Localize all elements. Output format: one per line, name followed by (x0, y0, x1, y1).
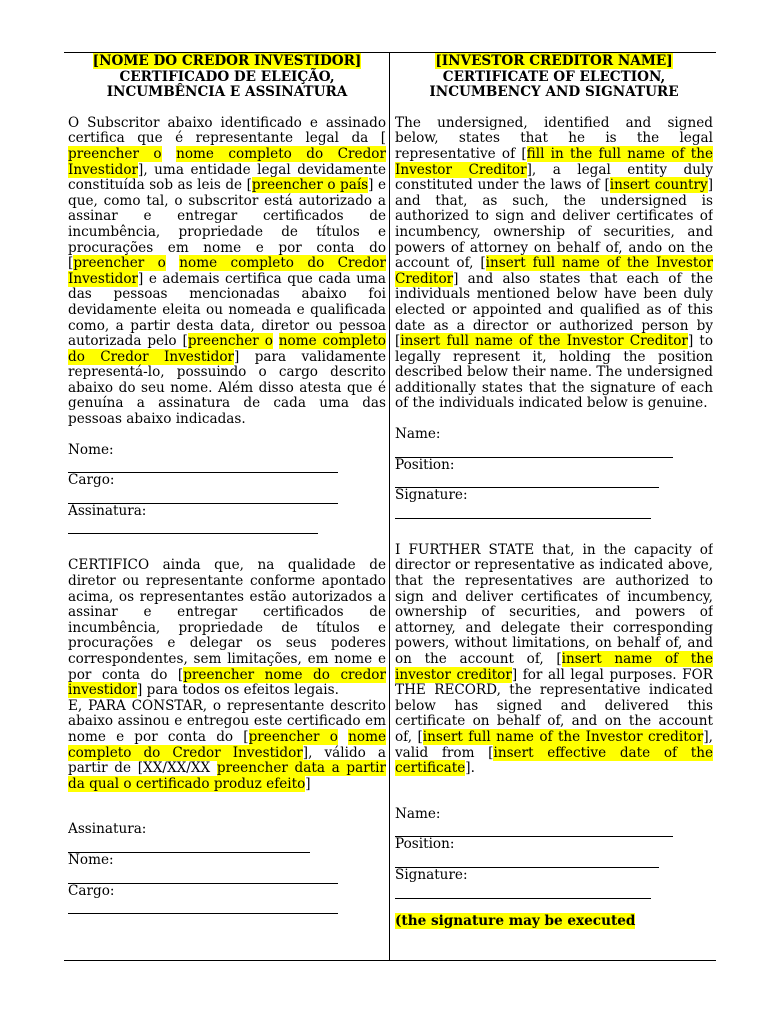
text-span: I FURTHER STATE that, in the capacity of director or representative as indicated above, that the representatives are authorized to sign and deliver certificates of incumbency, ownership of securities, and powers of attorney, and delegate their corresponding powers, without limitations, on behalf of, and on the account of, [ (395, 541, 713, 667)
en-title-line1: CERTIFICATE OF ELECTION, (442, 68, 666, 85)
text-span: The undersigned, identified and signed below, states that he is the legal representative of [ (395, 114, 713, 162)
pt-paragraph-3 (68, 699, 386, 793)
text-span: O Subscritor abaixo identificado e assinado certifica que é representante legal da [ (68, 114, 386, 147)
highlight-placeholder: preencher data a partir da qual o certificado produz efeito (68, 760, 386, 792)
en-name-label-2: Name: (395, 805, 441, 822)
en-title-creditor-name: [INVESTOR CREDITOR NAME] (435, 53, 673, 69)
text-span (273, 333, 279, 349)
text-span: ] e que, como tal, o subscritor está autorizado a assinar e entregar certificados de incumbência, propriedade de títulos e procurações em nome e por conta do [ (68, 177, 386, 272)
text-span: ] para validamente representá-lo, possuindo o cargo descrito abaixo do seu nome. Além disso atesta que é genuína a assinatura de cada uma das pessoas abaixo indicadas. (68, 348, 386, 428)
en-position-label-2: Position: (395, 836, 455, 853)
text-span (166, 255, 179, 271)
text-span: ] para todos os efeitos legais. (137, 682, 339, 699)
text-span: ] (305, 775, 311, 792)
highlight-placeholder: nome completo do Credor Investidor (68, 333, 386, 365)
highlight-placeholder: insert name of the investor creditor (395, 651, 713, 683)
pt-paragraph-1 (68, 116, 386, 428)
column-divider (389, 52, 390, 960)
bottom-rule (64, 960, 716, 961)
en-paragraph-1 (395, 116, 713, 412)
text-span: ] e ademais certifica que cada uma das pessoas mencionadas abaixo foi devidamente eleita ou nomeada e qualificada como, a partir desta data, diretor ou pessoa autorizada pelo [ (68, 270, 386, 350)
pt-paragraph-2 (68, 558, 386, 698)
highlight-placeholder: insert effective date of the certificate (395, 744, 713, 777)
en-paragraph-2 (395, 543, 713, 777)
en-position-label: Position: (395, 456, 455, 473)
en-signature-note (395, 914, 713, 930)
text-span: ], uma entidade legal devidamente constituída sob as leis de [ (68, 161, 386, 194)
pt-position-line-2 (68, 913, 338, 914)
en-signature-label-2: Signature: (395, 866, 468, 883)
pt-title-creditor-name: [NOME DO CREDOR INVESTIDOR] (92, 53, 362, 69)
text-span: ], valid from [ (395, 728, 713, 761)
signature-note-text: (the signature may be executed (395, 912, 636, 929)
pt-signature-block-2 (68, 822, 386, 914)
pt-signature-label-2: Assinatura: (68, 821, 147, 838)
highlight-placeholder: insert full name of the Investor creditor (422, 728, 704, 745)
highlight-placeholder: nome completo do Credor Investidor (68, 145, 386, 178)
en-name-label: Name: (395, 426, 441, 443)
highlight-placeholder: preencher o (248, 728, 338, 745)
highlight-placeholder: preencher nome do credor investidor (68, 666, 386, 699)
text-span: CERTIFICO ainda que, na qualidade de diretor ou representante conforme apontado acima, os representantes estão autorizados a assinar e entregar certificados de incumbência, propriedade de títulos e procurações e delegar os seus poderes correspondentes, sem limitações, em nome e por conta do [ (68, 557, 386, 683)
highlight-placeholder: insert full name of the Investor Creditor (400, 333, 688, 350)
en-signature-block-2 (395, 807, 713, 899)
highlight-placeholder: preencher o (187, 333, 273, 350)
en-signature-label: Signature: (395, 487, 468, 504)
text-span: ] and also states that each of the individuals mentioned below have been duly elected or appointed and qualified as of this date as a director or authorized person by [ (395, 270, 713, 350)
en-signature-block-1 (395, 427, 713, 519)
highlight-placeholder: preencher o (68, 145, 162, 162)
text-span: ]. (465, 760, 475, 777)
highlight-placeholder: preencher o (73, 255, 166, 272)
pt-position-label: Cargo: (68, 472, 115, 489)
pt-title-line2: INCUMBÊNCIA E ASSINATURA (106, 84, 348, 101)
text-span (162, 146, 176, 162)
text-span: ] for all legal purposes. FOR THE RECORD, the representative indicated below has signed and delivered this certificate on behalf of, and on the account of, [ (395, 666, 713, 745)
highlight-placeholder: preencher o país (251, 177, 369, 194)
text-span: E, PARA CONSTAR, o representante descrito abaixo assinou e entregou este certificado em nome e por conta do [ (68, 697, 386, 745)
pt-position-label-2: Cargo: (68, 882, 115, 899)
highlight-placeholder: fill in the full name of the Investor Creditor (395, 145, 713, 178)
pt-name-label: Nome: (68, 441, 114, 458)
text-span (338, 729, 348, 745)
pt-title-line1: CERTIFICADO DE ELEIÇÃO, (119, 68, 335, 85)
highlight-placeholder: insert country (609, 177, 708, 194)
text-span: ] and that, as such, the undersigned is authorized to sign and deliver certificates of incumbency, ownership of securities, and powers of attorney on behalf of, ando on the account of, [ (395, 177, 713, 272)
en-title (395, 54, 713, 101)
text-span: ] to legally represent it, holding the position described below their name. The undersigned additionally states that the signature of each of the individuals indicated below is genuine. (395, 333, 713, 412)
highlight-placeholder: insert full name of the Investor Creditor (395, 255, 713, 287)
pt-signature-label: Assinatura: (68, 502, 147, 519)
highlight-placeholder: nome completo do Credor Investidor (68, 255, 386, 287)
portuguese-column (68, 52, 386, 958)
pt-title (68, 54, 386, 101)
highlight-placeholder: nome completo do Credor Investidor (68, 728, 386, 761)
text-span: ], válido a partir de [XX/XX/XX (68, 744, 386, 777)
en-title-line2: INCUMBENCY AND SIGNATURE (429, 84, 679, 101)
pt-name-label-2: Nome: (68, 851, 114, 868)
pt-signature-block-1 (68, 443, 386, 535)
text-span: ], a legal entity duly constituted under the laws of [ (395, 161, 713, 194)
english-column (395, 52, 713, 958)
